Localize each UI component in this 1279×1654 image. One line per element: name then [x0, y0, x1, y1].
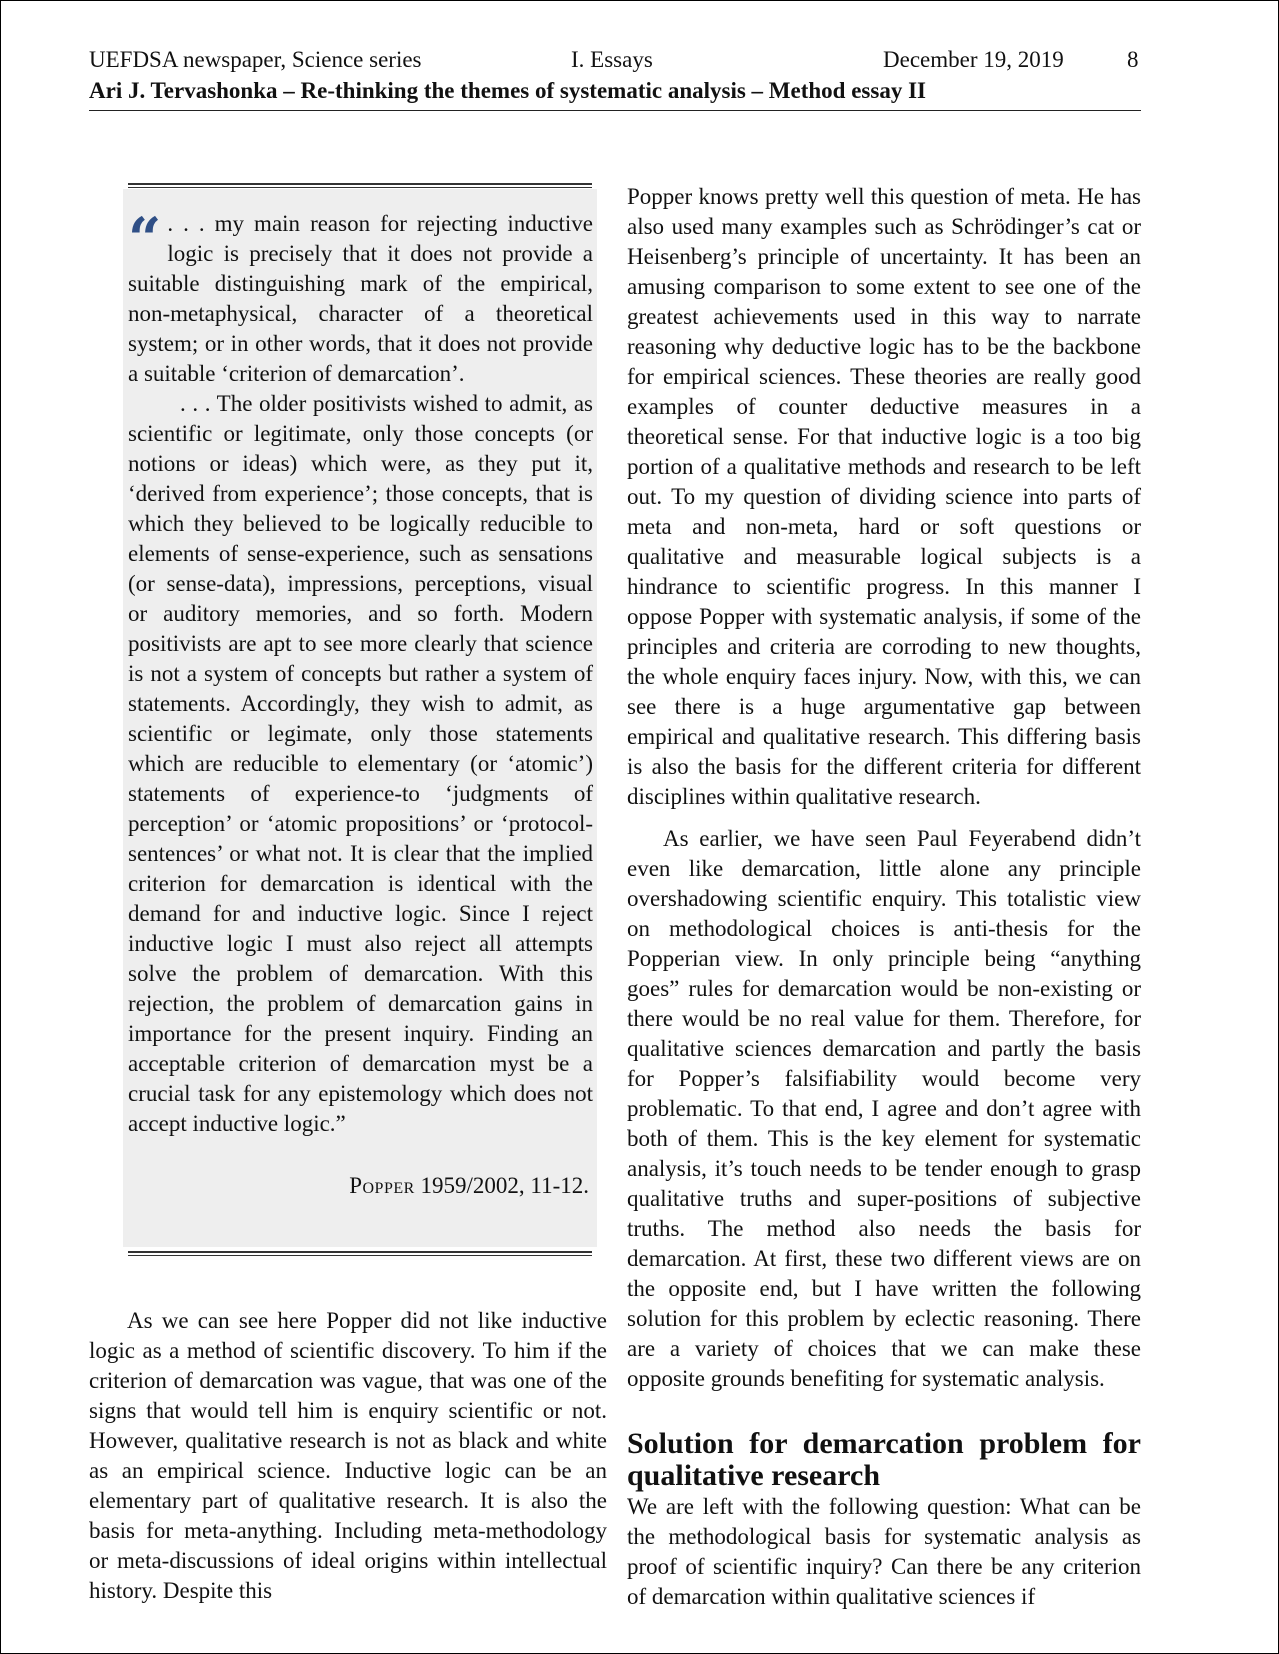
left-paragraph: As we can see here Popper did not like inductive logic as a method of scientific discovery. To him if the criterion of demarcation was vague, that was one of the signs that would tell him is enquiry scientific or not. However, qualitative research is not as black and white as an empirical science. Inductive logic can be an elementary part of qualitative research. It is also the basis for meta-anything. Including meta-methodology or meta-discussions of ideal origins within intellectual history. Despite this: [89, 1308, 607, 1603]
quote-paragraph-1: [128, 205, 593, 389]
quote-paragraph-1-text: . . . my main reason for rejecting inductive logic is precisely that it does not provide a suitable distinguishing mark of the empirical, non-metaphysical, character of a theoretical system; or in other words, that it does not provide a suitable ‘criterion of demarcation’.: [128, 211, 593, 386]
quote-top-rule: [128, 183, 592, 188]
quote-citation: [349, 1173, 589, 1199]
quote-block: [123, 189, 597, 1247]
running-header: [89, 47, 1139, 77]
right-paragraph-2: As earlier, we have seen Paul Feyerabend didn’t even like demarcation, little alone any principle overshadowing scientific enquiry. This totalistic view on methodological choices is anti-thesis for the Popperian view. In only principle being “anything goes” rules for demarcation would be non-existing or there would be no real value for them. Therefore, for qualitative sciences demarcation and partly the basis for Popper’s falsifiability would become very problematic. To that end, I agree and don’t agree with both of them. This is the key element for systematic analysis, it’s touch needs to be tender enough to grasp qualitative truths and super-positions of subjective truths. The method also needs the basis for demarcation. At first, these two different views are on the opposite end, but I have written the following solution for this problem by eclectic reasoning. There are a variety of choices that we can make these opposite grounds benefiting for systematic analysis.: [627, 826, 1141, 1391]
quote-mark-icon: “: [128, 205, 162, 273]
right-column: [627, 182, 1141, 1612]
right-paragraph-1: Popper knows pretty well this question of meta. He has also used many examples such as Schrödinger’s cat or Heisenberg’s principle of uncertainty. It has been an amusing comparison to some extent to see one of the greatest achievements used in this way to narrate reasoning why deductive logic has to be the backbone for empirical sciences. These theories are really good examples of counter deductive measures in a theoretical sense. For that inductive logic is a too big portion of a qualitative methods and research to be left out. To my question of dividing science into parts of meta and non-meta, hard or soft questions or qualitative and measurable logical subjects is a hindrance to scientific progress. In this manner I oppose Popper with systematic analysis, if some of the principles and criteria are corroding to new thoughts, the whole enquiry faces injury. Now, with this, we can see there is a huge argumentative gap between empirical and qualitative research. This differing basis is also the basis for the different criteria for different disciplines within qualitative research.: [627, 184, 1141, 809]
quote-bottom-rule: [128, 1251, 592, 1256]
header-section: I. Essays: [571, 47, 653, 72]
header-page-number: 8: [1127, 47, 1139, 72]
citation-reference: 1959/2002, 11-12.: [420, 1173, 589, 1198]
header-date: December 19, 2019: [883, 47, 1064, 72]
header-series: UEFDSA newspaper, Science series: [89, 47, 422, 72]
header-title: Ari J. Tervashonka – Re-thinking the themes of systematic analysis – Method essay II: [89, 78, 1141, 111]
quote-paragraph-2: . . . The older positivists wished to admit, as scientific or legitimate, only those concepts (or notions or ideas) which were, as they put it, ‘derived from experience’; those concepts, that is which they believed to be logically reducible to elements of sense-experience, such as sensations (or sense-data), impressions, perceptions, visual or auditory memories, and so forth. Modern positivists are apt to see more clearly that science is not a system of concepts but rather a system of statements. Accordingly, they wish to admit, as scientific or legimate, only those statements which are reducible to elementary (or ‘atomic’) statements of experience-to ‘judgments of perception’ or ‘atomic propositions’ or ‘protocol-sentences’ or what not. It is clear that the implied criterion for demarcation is identical with the demand for and inductive logic. Since I reject inductive logic I must also reject all attempts solve the problem of demarcation. With this rejection, the problem of demarcation gains in importance for the present inquiry. Finding an acceptable criterion of demarcation myst be a crucial task for any epistemology which does not accept inductive logic.”: [128, 391, 593, 1136]
right-paragraph-3: We are left with the following question: What can be the methodological basis for systematic analysis as proof of scientific inquiry? Can there be any criterion of demarcation within qualitative sciences if: [627, 1494, 1141, 1609]
citation-author: Popper: [349, 1173, 415, 1198]
section-heading: Solution for demarcation problem for qualitative research: [627, 1427, 1141, 1492]
